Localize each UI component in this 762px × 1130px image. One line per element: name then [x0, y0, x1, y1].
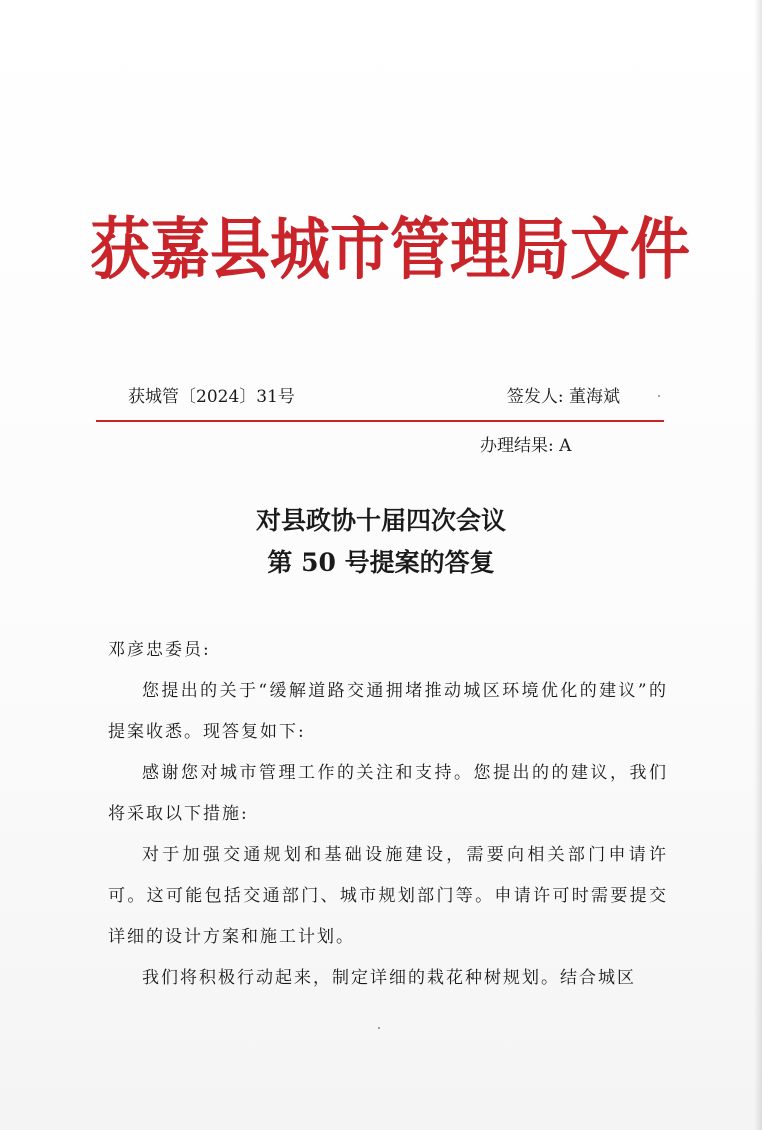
paper-speck	[658, 395, 660, 397]
document-header-line	[128, 383, 638, 411]
salutation: 邓彦忠委员:	[108, 640, 211, 660]
body-paragraph: 对于加强交通规划和基础设施建设，需要向相关部门申请许可。这可能包括交通部门、城市规划部门等。申请许可时需要提交详细的设计方案和施工计划。	[108, 845, 668, 947]
title-line-2: 第 50 号提案的答复	[267, 548, 495, 577]
red-separator-rule	[96, 420, 664, 422]
document-title	[150, 500, 612, 584]
title-line-1: 对县政协十届四次会议	[255, 506, 506, 535]
body-paragraph: 感谢您对城市管理工作的关注和支持。您提出的的建议，我们将采取以下措施:	[108, 763, 668, 824]
paper-edge-shadow	[754, 0, 762, 1130]
signer: 签发人: 董海斌	[506, 387, 620, 407]
document-body	[108, 630, 668, 999]
paper-speck	[378, 1027, 380, 1029]
handling-result: 办理结果: A	[480, 436, 572, 456]
body-paragraph: 我们将积极行动起来，制定详细的栽花种树规划。结合城区	[142, 968, 636, 988]
document-number: 获城管〔2024〕31号	[128, 387, 295, 407]
body-paragraph: 您提出的关于“缓解道路交通拥堵推动城区环境优化的建议”的提案收悉。现答复如下:	[108, 681, 668, 742]
document-masthead: 获嘉县城市管理局文件	[90, 210, 690, 290]
